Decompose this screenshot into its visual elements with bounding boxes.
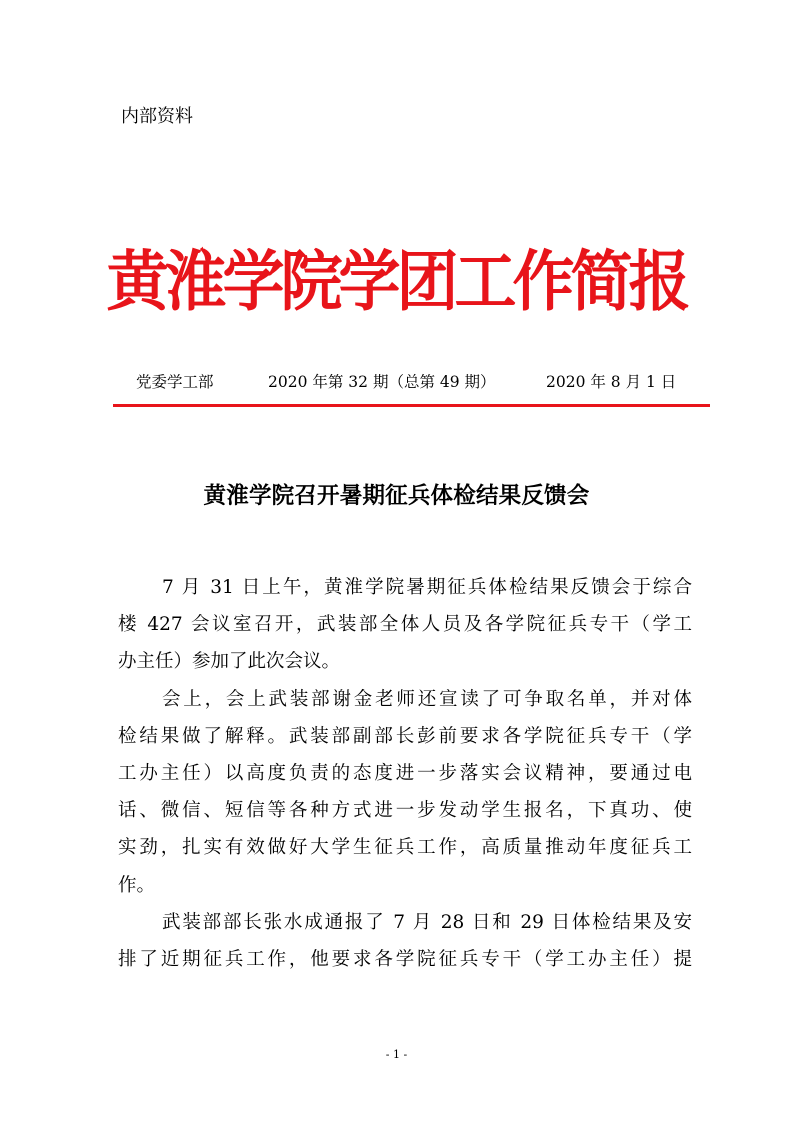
body-line: 实劲，扎实有效做好大学生征兵工作，高质量推动年度征兵工 [118,837,692,859]
internal-material-label: 内部资料 [121,106,193,127]
article-title: 黄淮学院召开暑期征兵体检结果反馈会 [203,483,590,509]
body-line: 办主任）参加了此次会议。 [118,651,341,673]
body-line: 工办主任）以高度负责的态度进一步落实会议精神，要通过电 [118,762,692,784]
body-line: 话、微信、短信等各种方式进一步发动学生报名，下真功、使 [118,800,692,822]
masthead-title: 黄淮学院学团工作简报 [106,243,687,320]
issue-department: 党委学工部 [136,373,214,391]
body-line: 排了近期征兵工作，他要求各学院征兵专干（学工办主任）提 [118,948,692,970]
body-line: 作。 [118,874,156,896]
body-line: 会上，会上武装部谢金老师还宣读了可争取名单，并对体 [162,688,692,710]
issue-info-line [136,370,696,394]
body-line: 7 月 31 日上午，黄淮学院暑期征兵体检结果反馈会于综合 [162,577,692,598]
issue-number: 2020 年第 32 期（总第 49 期） [268,373,496,391]
page-number: - 1 - [385,1048,408,1061]
masthead-divider [113,404,710,407]
issue-date: 2020 年 8 月 1 日 [546,373,677,391]
body-line: 检结果做了解释。武装部副部长彭前要求各学院征兵专干（学 [118,725,692,747]
body-line: 楼 427 会议室召开，武装部全体人员及各学院征兵专干（学工 [118,614,692,636]
body-line: 武装部部长张水成通报了 7 月 28 日和 29 日体检结果及安 [162,911,692,933]
article-body [118,569,692,978]
